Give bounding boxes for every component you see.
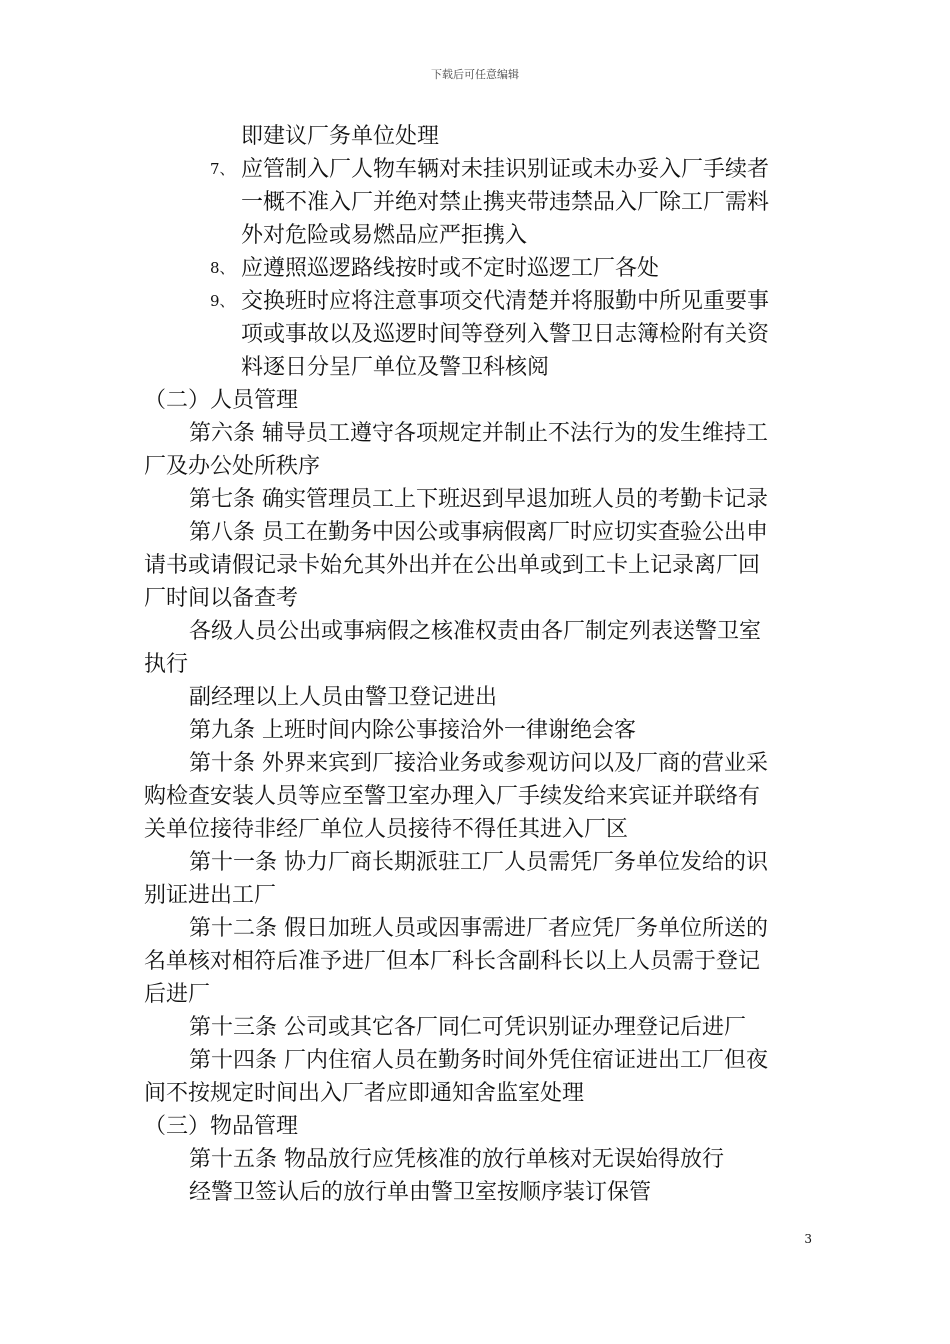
paragraph-article-10: 第十条 外界来宾到厂接洽业务或参观访问以及厂商的营业采 购检查安装人员等应至警卫室办理入厂手续发给来宾证并联络有 关单位接待非经厂单位人员接待不得任其进入厂区 <box>144 751 768 842</box>
paragraph-article-12: 第十二条 假日加班人员或因事需进厂者应凭厂务单位所送的 名单核对相符后准予进厂但本厂科长含副科长以上人员需于登记 后进厂 <box>144 916 768 1007</box>
document-body <box>144 120 824 1209</box>
item-number: 9、 <box>210 292 235 310</box>
section-heading-goods: （三）物品管理 <box>144 1114 299 1139</box>
paragraph-article-7: 第七条 确实管理员工上下班迟到早退加班人员的考勤卡记录 <box>189 487 768 512</box>
paragraph-article-9: 第九条 上班时间内除公事接洽外一律谢绝会客 <box>189 718 636 743</box>
paragraph-deputy-manager: 副经理以上人员由警卫登记进出 <box>189 685 498 710</box>
paragraph-article-14: 第十四条 厂内住宿人员在勤务时间外凭住宿证进出工厂但夜 间不按规定时间出入厂者应即通知舍监室处理 <box>144 1048 768 1106</box>
numbered-item-9: 9、 交换班时应将注意事项交代清楚并将服勤中所见重要事 项或事故以及巡逻时间等登列入警卫日志簿检附有关资 料逐日分呈厂单位及警卫科核阅 <box>144 285 824 384</box>
item-number: 7、 <box>210 160 235 178</box>
section-heading-personnel: （二）人员管理 <box>144 388 299 413</box>
paragraph-article-13: 第十三条 公司或其它各厂同仁可凭识别证办理登记后进厂 <box>189 1015 746 1040</box>
paragraph-article-15: 第十五条 物品放行应凭核准的放行单核对无误始得放行 <box>189 1147 724 1172</box>
paragraph-article-8: 第八条 员工在勤务中因公或事病假离厂时应切实查验公出申 请书或请假记录卡始允其外出并在公出单或到工卡上记录离厂回 厂时间以备查考 <box>144 520 768 611</box>
page-header: 下载后可任意编辑 <box>431 68 519 81</box>
paragraph-article-6: 第六条 辅导员工遵守各项规定并制止不法行为的发生维持工 厂及办公处所秩序 <box>144 421 768 479</box>
page-number: 3 <box>804 1232 812 1246</box>
item-number: 8、 <box>210 259 235 277</box>
paragraph-release-slip: 经警卫签认后的放行单由警卫室按顺序装订保管 <box>189 1180 652 1205</box>
continuation-line: 即建议厂务单位处理 <box>241 124 440 149</box>
numbered-item-8: 8、 应遵照巡逻路线按时或不定时巡逻工厂各处 <box>144 252 824 285</box>
numbered-item-7: 7、 应管制入厂人物车辆对未挂识别证或未办妥入厂手续者 一概不准入厂并绝对禁止携夹带违禁品入厂除工厂需料 外对危险或易燃品应严拒携入 <box>144 153 824 252</box>
paragraph-article-11: 第十一条 协力厂商长期派驻工厂人员需凭厂务单位发给的识 别证进出工厂 <box>144 850 768 908</box>
paragraph-approval-authority: 各级人员公出或事病假之核准权责由各厂制定列表送警卫室 执行 <box>144 619 762 677</box>
